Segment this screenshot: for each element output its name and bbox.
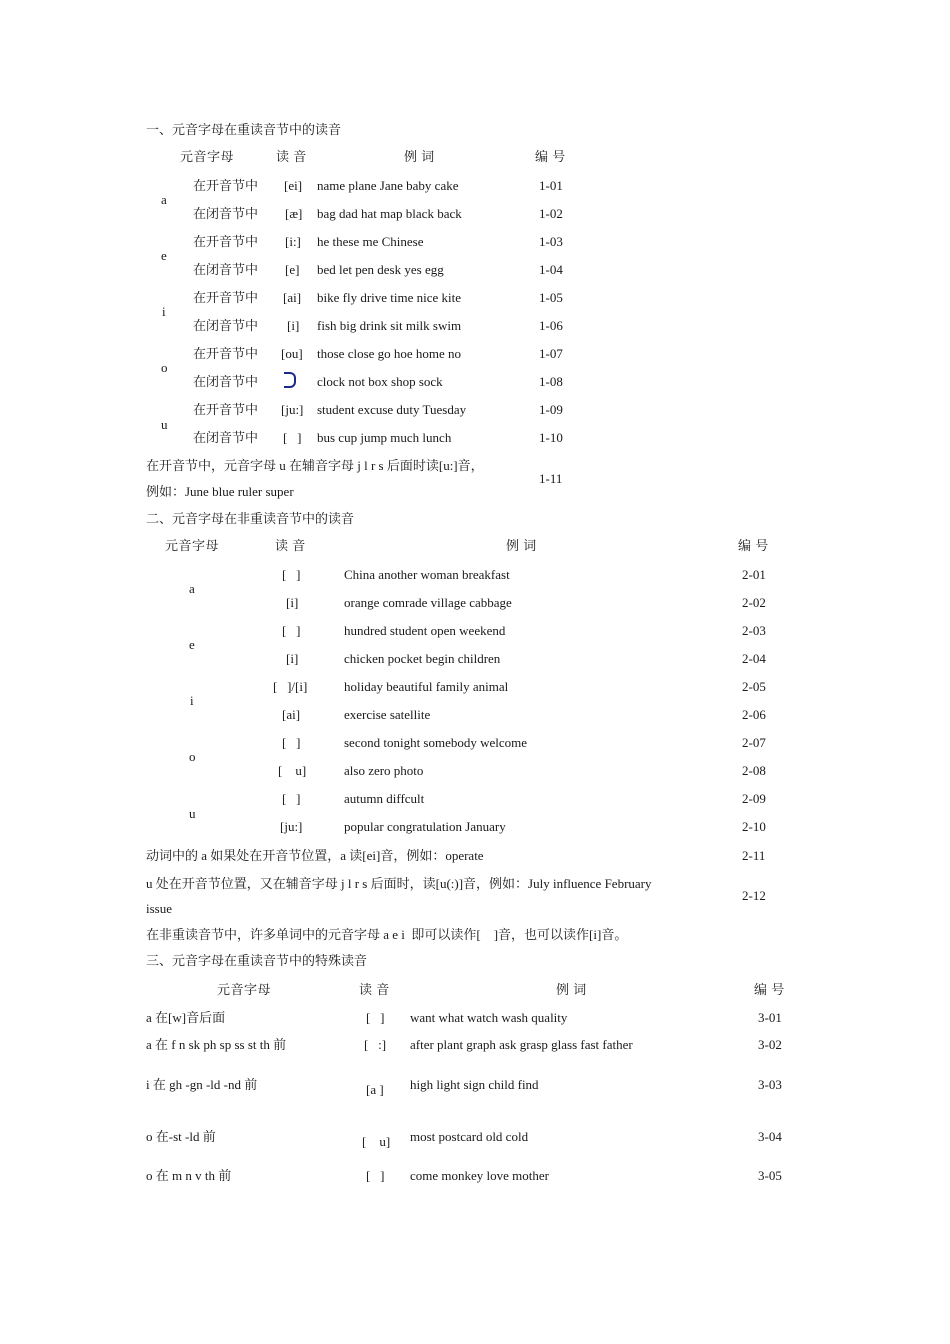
s2-row-example: autumn diffcult [344,791,425,806]
s1-header-number: 编 号 [535,149,566,164]
s1-row-ipa: [ei] [284,178,303,193]
s1-row-ipa: [ju:] [281,402,304,417]
s2-row-ipa: [ ] [282,791,301,806]
s2-row-example: China another woman breakfast [344,567,510,582]
s1-row-number: 1-02 [539,206,563,221]
s1-header-pron: 读 音 [276,149,307,164]
s3-header-number: 编 号 [754,982,785,997]
s3-row-condition: a 在[w]音后面 [146,1010,226,1025]
s1-row-syll: 在闭音节中 [193,430,259,445]
s2-letter-i: i [190,693,194,708]
s2-note2-number: 2-12 [742,888,766,903]
s1-note-line2: 例如：June blue ruler super [146,484,294,499]
s2-note3: 在非重读音节中，许多单词中的元音字母 a e i 即可以读作[ ]音，也可以读作[i]音。 [146,927,628,942]
s2-row-ipa: [ai] [282,707,301,722]
s3-row-condition: i 在 gh -gn -ld -nd 前 [146,1077,258,1092]
s3-row-example: want what watch wash quality [410,1010,568,1025]
s2-row-ipa: [i] [286,595,299,610]
s3-row-number: 3-02 [758,1037,782,1052]
s1-row-syll: 在闭音节中 [193,206,259,221]
s2-row-ipa: [ u] [278,763,307,778]
s1-header-example: 例 词 [404,149,435,164]
s1-row-syll: 在闭音节中 [193,374,259,389]
s1-row-syll: 在开音节中 [193,178,259,193]
s1-row-ipa: [ ] [283,430,302,445]
s1-letter-a: a [161,192,167,207]
s1-letter-u: u [161,417,168,432]
s1-row-example: clock not box shop sock [317,374,443,389]
s1-row-ipa: [ai] [283,290,302,305]
s3-row-condition: o 在 m n v th 前 [146,1168,232,1183]
s2-row-number: 2-07 [742,735,766,750]
s3-row-number: 3-04 [758,1129,782,1144]
s1-header-letter: 元音字母 [180,149,235,164]
s2-row-example: popular congratulation January [344,819,506,834]
s3-row-ipa: [ :] [364,1037,387,1052]
s2-row-number: 2-06 [742,707,766,722]
s3-row-example: come monkey love mother [410,1168,549,1183]
s2-row-number: 2-01 [742,567,766,582]
s2-row-example: orange comrade village cabbage [344,595,512,610]
s1-row-number: 1-09 [539,402,563,417]
s1-letter-o: o [161,360,168,375]
s2-row-ipa: [ ] [282,567,301,582]
s1-row-number: 1-04 [539,262,563,277]
s1-row-ipa: [i:] [285,234,301,249]
s3-row-ipa: [ ] [366,1168,385,1183]
s2-row-example: hundred student open weekend [344,623,506,638]
s1-row-syll: 在闭音节中 [193,262,259,277]
s1-letter-e: e [161,248,167,263]
s1-row-example: he these me Chinese [317,234,424,249]
s1-row-syll: 在闭音节中 [193,318,259,333]
s1-letter-i: i [162,304,166,319]
s2-letter-a: a [189,581,195,596]
s1-row-example: fish big drink sit milk swim [317,318,462,333]
s2-note2-line1: u 处在开音节位置，又在辅音字母 j l r s 后面时，读[u(:)]音，例如：July influence February [146,876,652,891]
s2-header-pron: 读 音 [275,538,306,553]
s3-row-number: 3-05 [758,1168,782,1183]
s3-row-ipa: [ u] [362,1134,391,1149]
s1-row-syll: 在开音节中 [193,234,259,249]
s1-row-number: 1-05 [539,290,563,305]
s1-row-example: name plane Jane baby cake [317,178,459,193]
s1-row-number: 1-07 [539,346,563,361]
s1-row-ipa: [i] [287,318,300,333]
s1-row-example: bike fly drive time nice kite [317,290,462,305]
s2-row-example: holiday beautiful family animal [344,679,509,694]
s1-row-example: bus cup jump much lunch [317,430,452,445]
s1-row-number: 1-08 [539,374,563,389]
s1-row-example: bag dad hat map black back [317,206,462,221]
s2-note1: 动词中的 a 如果处在开音节位置，a 读[ei]音，例如：operate [146,848,484,863]
s3-row-example: most postcard old cold [410,1129,529,1144]
s3-header-pron: 读 音 [359,982,390,997]
s3-row-ipa: [a ] [366,1082,384,1097]
s1-note-line1: 在开音节中，元音字母 u 在辅音字母 j l r s 后面时读[u:]音， [146,458,484,473]
s2-row-number: 2-04 [742,651,766,666]
s2-row-example: also zero photo [344,763,424,778]
s2-letter-e: e [189,637,195,652]
s1-row-example: those close go hoe home no [317,346,462,361]
s1-row-number: 1-01 [539,178,563,193]
s1-row-ipa: [æ] [285,206,303,221]
s3-row-number: 3-03 [758,1077,782,1092]
s2-row-example: second tonight somebody welcome [344,735,528,750]
s2-row-number: 2-03 [742,623,766,638]
s2-row-number: 2-05 [742,679,766,694]
s2-header-number: 编 号 [738,538,769,553]
s2-row-ipa: [i] [286,651,299,666]
section2-title: 二、元音字母在非重读音节中的读音 [146,511,355,526]
s1-row-ipa: [ou] [281,346,303,361]
s3-row-condition: o 在-st -ld 前 [146,1129,216,1144]
s1-row-example: bed let pen desk yes egg [317,262,444,277]
s1-row-syll: 在开音节中 [193,290,259,305]
s2-row-example: chicken pocket begin children [344,651,501,666]
s3-row-condition: a 在 f n sk ph sp ss st th 前 [146,1037,287,1052]
s2-row-number: 2-02 [742,595,766,610]
s3-header-example: 例 词 [556,982,587,997]
s1-row-example: student excuse duty Tuesday [317,402,467,417]
s2-header-letter: 元音字母 [165,538,220,553]
s2-letter-o: o [189,749,196,764]
s2-row-number: 2-10 [742,819,766,834]
s3-row-number: 3-01 [758,1010,782,1025]
s2-row-ipa: [ ]/[i] [273,679,308,694]
s2-row-ipa: [ju:] [280,819,303,834]
section1-title: 一、元音字母在重读音节中的读音 [146,122,342,137]
section3-title: 三、元音字母在重读音节中的特殊读音 [146,953,368,968]
s1-row-syll: 在开音节中 [193,402,259,417]
s2-row-example: exercise satellite [344,707,431,722]
s1-row-ipa: [e] [285,262,300,277]
s2-row-number: 2-08 [742,763,766,778]
s1-row-number: 1-10 [539,430,563,445]
s3-row-example: after plant graph ask grasp glass fast father [410,1037,633,1052]
open-o-phonetic-icon [284,372,297,390]
s2-header-example: 例 词 [506,538,537,553]
s2-letter-u: u [189,806,196,821]
s1-note-number: 1-11 [539,471,563,486]
s1-row-number: 1-03 [539,234,563,249]
s2-note2-line2: issue [146,901,172,916]
s2-note1-number: 2-11 [742,848,766,863]
s3-header-letter: 元音字母 [217,982,272,997]
s3-row-example: high light sign child find [410,1077,539,1092]
s1-row-number: 1-06 [539,318,563,333]
s3-row-ipa: [ ] [366,1010,385,1025]
s1-row-syll: 在开音节中 [193,346,259,361]
s2-row-ipa: [ ] [282,623,301,638]
s2-row-number: 2-09 [742,791,766,806]
s2-row-ipa: [ ] [282,735,301,750]
